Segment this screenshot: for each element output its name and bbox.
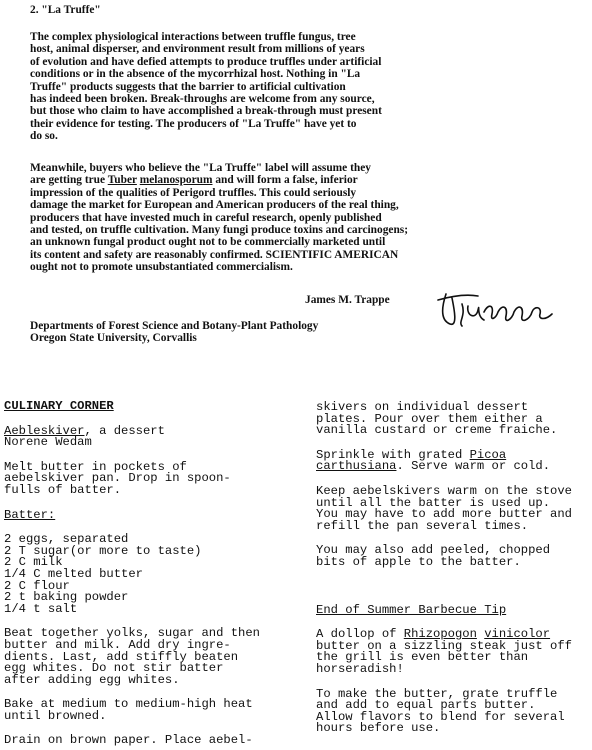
signer-block — [305, 294, 425, 306]
species-epithet: vinicolor — [484, 627, 551, 642]
culinary-right-column — [316, 402, 588, 735]
recipe-line: after adding egg whites. — [4, 672, 180, 687]
recipe-line: fulls of batter. — [4, 482, 122, 497]
ingredient: 1/4 t salt — [4, 601, 78, 616]
letter-line — [30, 174, 575, 186]
recipe-line: bits of apple to the batter. — [316, 554, 521, 569]
ingredient: 2 C flour — [4, 578, 70, 593]
species-genus: Tuber — [107, 174, 137, 187]
letter-line: impression of the qualities of Perigord truffles. This could seriously — [30, 186, 357, 199]
culinary-left-column — [4, 401, 289, 747]
letter-line: and tested, on truffle cultivation. Many fungi produce toxins and carcinogens; — [30, 224, 409, 237]
ingredient: 1/4 C melted butter — [4, 566, 143, 581]
recipe-suffix: , a dessert — [84, 423, 165, 438]
letter-line: The complex physiological interactions between truffle fungus, tree — [30, 31, 356, 43]
recipe-author: Norene Wedam — [4, 435, 92, 450]
recipe-line: Melt butter in pockets of — [4, 459, 187, 474]
recipe-line: Beat together yolks, sugar and then — [4, 626, 260, 641]
recipe-line: Allow flavors to blend for several — [316, 709, 565, 724]
recipe-line: dients. Last, add stiffly beaten — [4, 649, 239, 664]
letter-heading: 2. "La Truffe" — [30, 4, 101, 16]
affiliation-block — [30, 320, 575, 345]
recipe-line: You may also add peeled, chopped — [316, 543, 551, 558]
recipe-line: until all the batter is used up. — [316, 495, 551, 510]
recipe-line: butter and milk. Add dry ingre- — [4, 637, 231, 652]
recipe-line: egg whites. Do not stir batter — [4, 661, 224, 676]
recipe-line: To make the butter, grate truffle — [316, 686, 558, 701]
letter-paragraph-1 — [30, 31, 575, 143]
letter-line: has indeed been broken. Break-throughs are welcome from any source, — [30, 93, 375, 106]
letter-line: ought not to promote unsubstantiated commercialism. — [30, 261, 293, 274]
recipe-line: Drain on brown paper. Place aebel- — [4, 733, 253, 748]
ingredient: 2 C milk — [4, 555, 63, 570]
text-run: . Serve warm or cold. — [396, 459, 551, 474]
section-title: CULINARY CORNER — [4, 399, 114, 413]
recipe-line: hours before use. — [316, 721, 441, 736]
text-run: are getting true — [30, 174, 108, 187]
letter-line: Meanwhile, buyers who believe the "La Truffe" label will assume they — [30, 162, 371, 174]
recipe-line: skivers on individual dessert — [316, 400, 529, 414]
batter-heading: Batter: — [4, 507, 56, 522]
species-epithet: melanosporum — [139, 174, 213, 187]
letter-line: producers that have invested much in careful research, openly published — [30, 211, 382, 224]
ingredient: 2 eggs, separated — [4, 532, 129, 547]
recipe-line: Bake at medium to medium-high heat — [4, 697, 253, 712]
ingredient: 2 T sugar(or more to taste) — [4, 543, 202, 558]
letter-paragraph-2 — [30, 162, 575, 274]
bbq-title: End of Summer Barbecue Tip — [316, 602, 507, 617]
letter-line: do so. — [30, 130, 58, 143]
letter-line: conditions or in the absence of the mycorrhizal host. Nothing in "La — [30, 68, 361, 81]
letter-line: of evolution and have defied attempts to produce truffles under artificial — [30, 55, 382, 68]
recipe-line: plates. Pour over them either a — [316, 411, 543, 426]
species-genus: Rhizopogon — [403, 627, 477, 642]
recipe-line — [316, 461, 588, 473]
letter-line: but those who claim to have accomplished a break-through must present — [30, 105, 382, 118]
recipe-line: and add to equal parts butter. — [316, 698, 536, 713]
recipe-line: until browned. — [4, 708, 107, 723]
text-run: A dollop of — [316, 627, 404, 642]
letter-line: their evidence for testing. The producers of "La Truffe" have yet to — [30, 117, 357, 130]
text-run: and will form a false, inferior — [212, 174, 358, 187]
letter-line: an unknown fungal product ought not to be commercially marketed until — [30, 236, 386, 249]
recipe-line: the grill is even better than — [316, 650, 529, 665]
recipe-line: You may have to add more butter and — [316, 507, 572, 522]
letter-line: host, animal disperser, and environment result from millions of years — [30, 43, 365, 56]
letter-section — [30, 4, 575, 16]
species-genus: Picoa — [469, 447, 507, 462]
recipe-name: Aebleskiver — [4, 423, 85, 438]
ingredient: 2 t baking powder — [4, 590, 129, 605]
text-run: Sprinkle with grated — [316, 447, 470, 462]
recipe-line: horseradish! — [316, 661, 404, 676]
letter-line: its content and safety are reasonably confirmed. SCIENTIFIC AMERICAN — [30, 248, 399, 261]
recipe-line: vanilla custard or creme fraiche. — [316, 423, 558, 438]
letter-line: Truffe" products suggests that the barrier to artificial cultivation — [30, 80, 346, 93]
affiliation-line: Departments of Forest Science and Botany-Plant Pathology — [30, 320, 319, 332]
recipe-line: Keep aebelskivers warm on the stove — [316, 483, 572, 498]
recipe-line: butter on a sizzling steak just off — [316, 638, 572, 653]
letter-line: damage the market for European and American producers of the real thing, — [30, 199, 399, 212]
affiliation-line: Oregon State University, Corvallis — [30, 332, 197, 345]
recipe-line: aebelskiver pan. Drop in spoon- — [4, 471, 231, 486]
recipe-line: refill the pan several times. — [316, 518, 529, 533]
signer-name: James M. Trappe — [305, 294, 390, 306]
species-epithet: carthusiana — [316, 459, 397, 474]
